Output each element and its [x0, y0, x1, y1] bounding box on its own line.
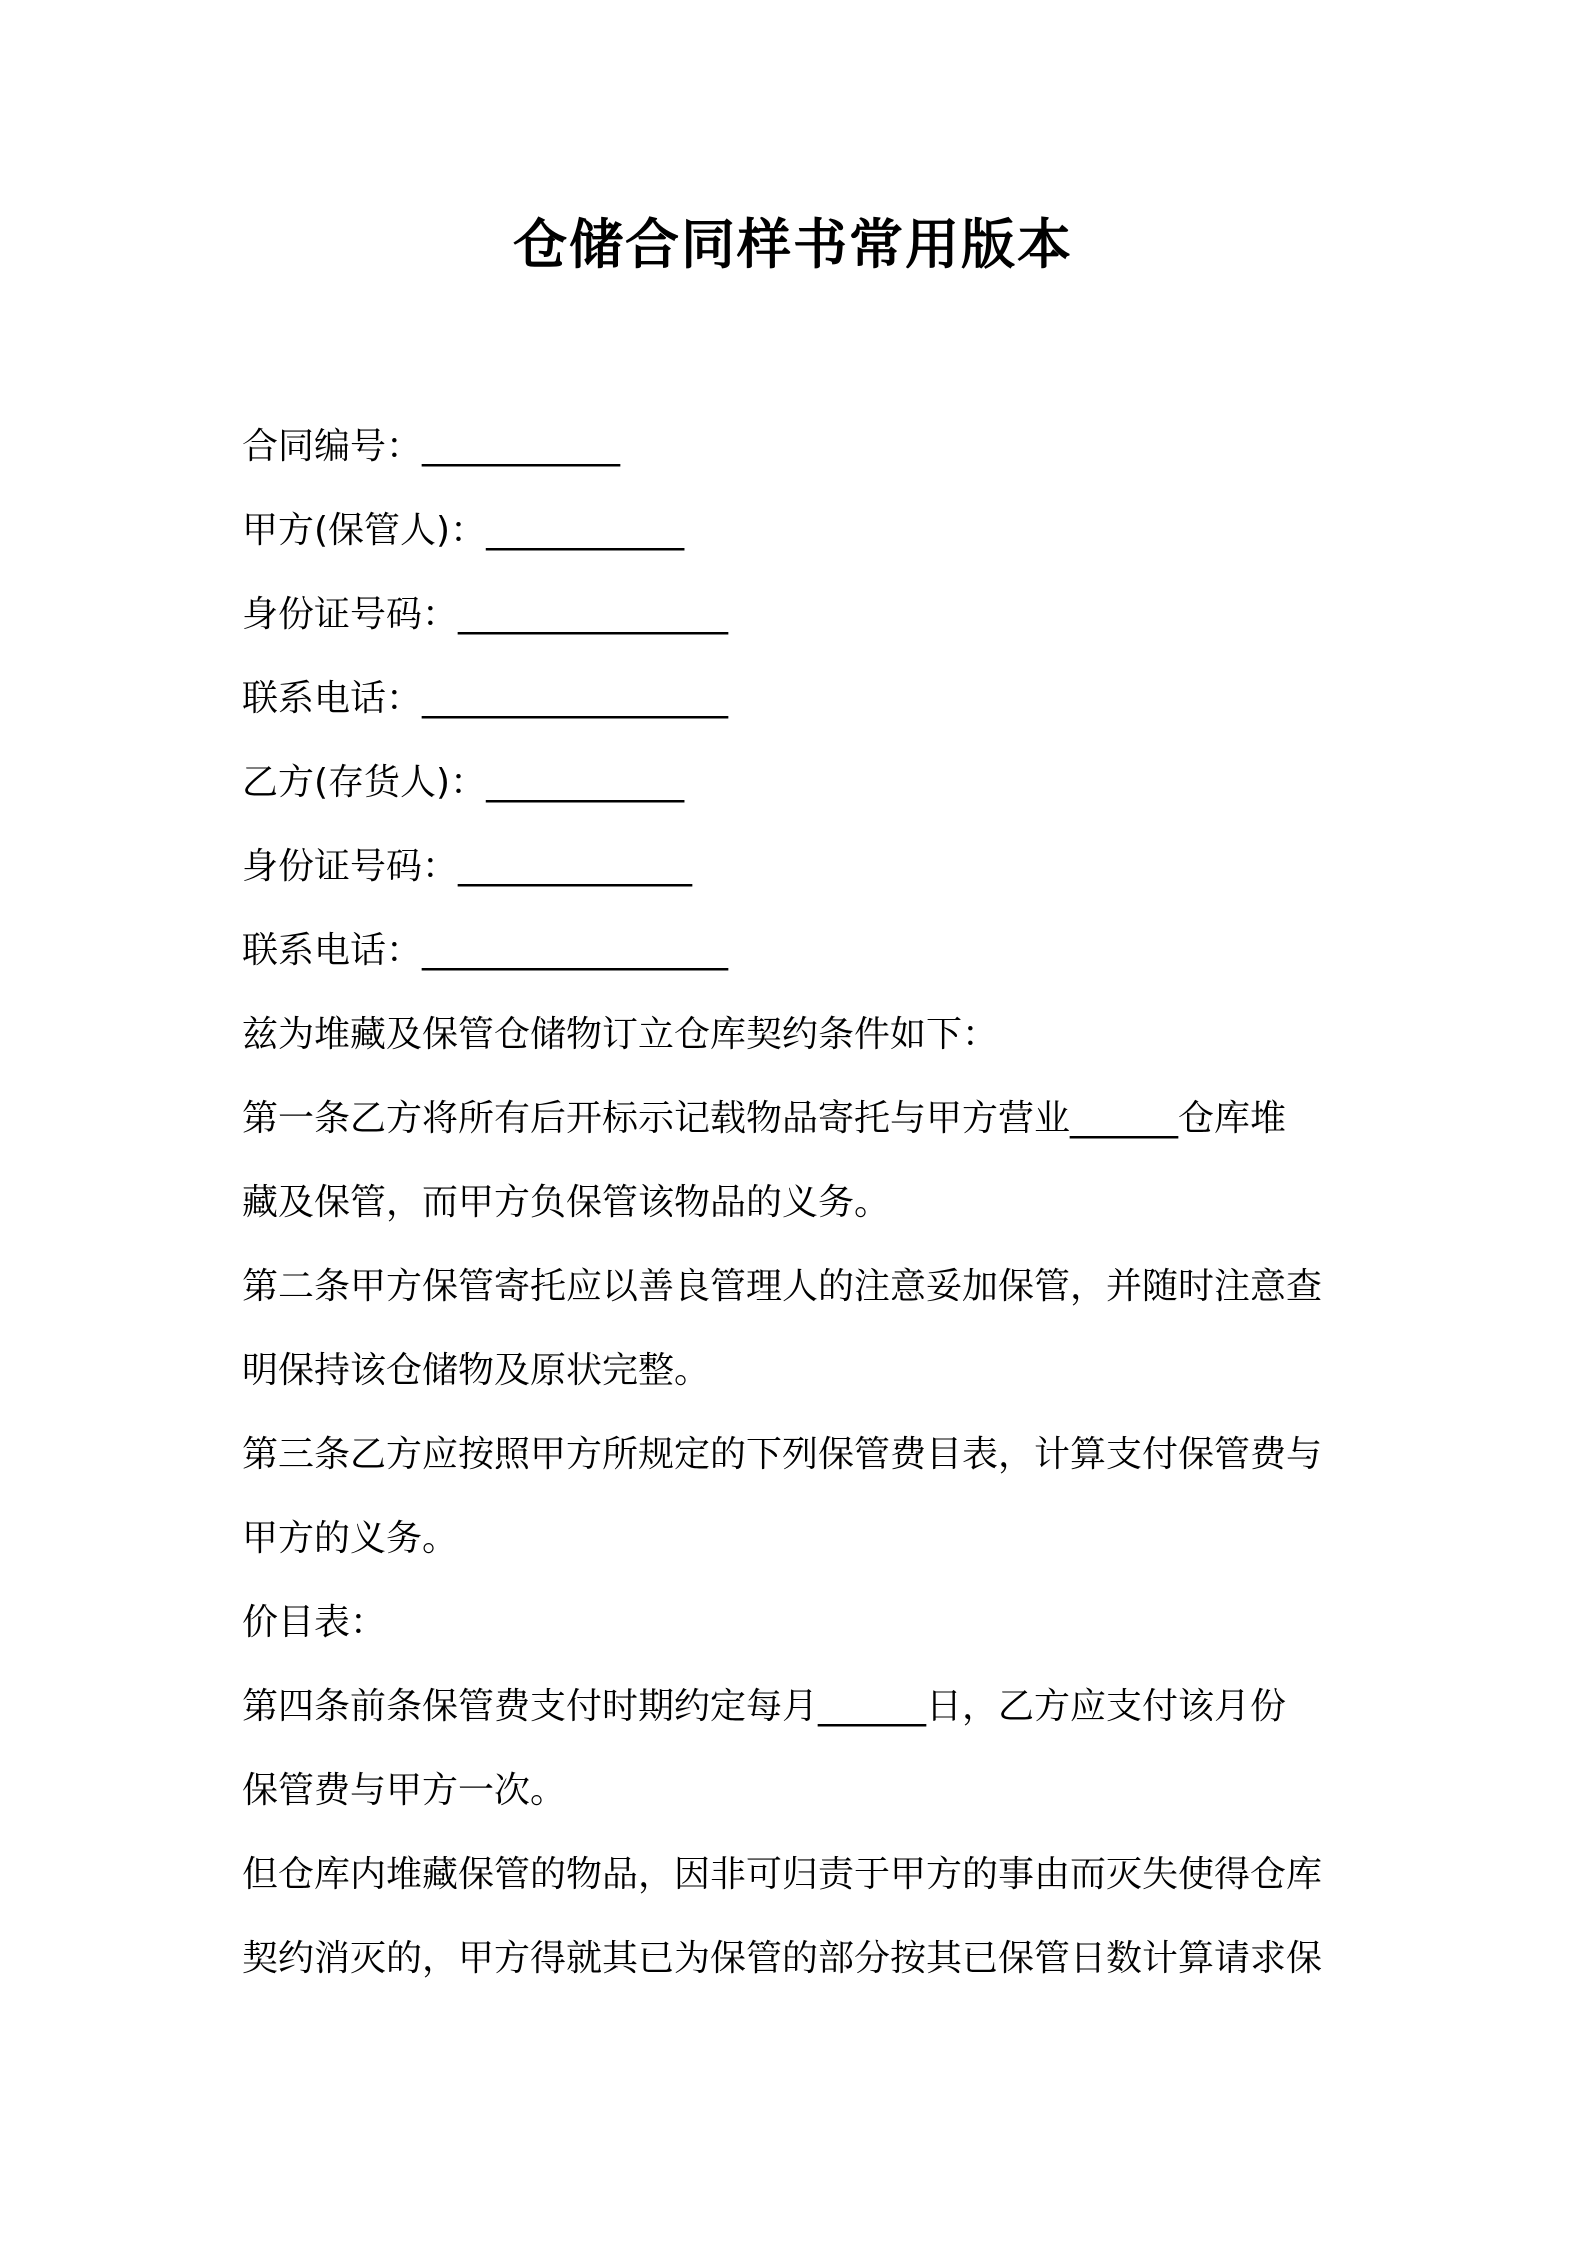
- article-3-line-2: 甲方的义务。: [242, 1518, 459, 1559]
- party-a-id-line: 身份证号码：_______________: [242, 594, 729, 635]
- article-2-line-2: 明保持该仓储物及原状完整。: [242, 1350, 711, 1391]
- article-4-line-2: 保管费与甲方一次。: [242, 1770, 567, 1811]
- preamble-line: 兹为堆藏及保管仓储物订立仓库契约条件如下：: [242, 1014, 999, 1055]
- contract-number-line: 合同编号：___________: [242, 426, 621, 467]
- document-title: 仓储合同样书常用版本: [513, 213, 1073, 276]
- document-body: [242, 405, 1357, 2001]
- article-1-line-1: 第一条乙方将所有后开标示记载物品寄托与甲方营业______仓库堆: [242, 1098, 1287, 1139]
- price-table-heading: 价目表：: [242, 1602, 387, 1643]
- proviso-line-2: 契约消灭的，甲方得就其已为保管的部分按其已保管日数计算请求保: [242, 1938, 1323, 1979]
- party-b-line: 乙方(存货人)：___________: [242, 762, 685, 803]
- article-1-line-2: 藏及保管，而甲方负保管该物品的义务。: [242, 1182, 891, 1223]
- article-2-line-1: 第二条甲方保管寄托应以善良管理人的注意妥加保管，并随时注意查: [242, 1266, 1323, 1307]
- party-a-phone-line: 联系电话：_________________: [242, 678, 729, 719]
- proviso-line-1: 但仓库内堆藏保管的物品，因非可归责于甲方的事由而灭失使得仓库: [242, 1854, 1323, 1895]
- article-4-line-1: 第四条前条保管费支付时期约定每月______日，乙方应支付该月份: [242, 1686, 1287, 1727]
- party-b-id-line: 身份证号码：_____________: [242, 846, 693, 887]
- party-a-line: 甲方(保管人)：___________: [242, 510, 685, 551]
- party-b-phone-line: 联系电话：_________________: [242, 930, 729, 971]
- article-3-line-1: 第三条乙方应按照甲方所规定的下列保管费目表，计算支付保管费与: [242, 1434, 1323, 1475]
